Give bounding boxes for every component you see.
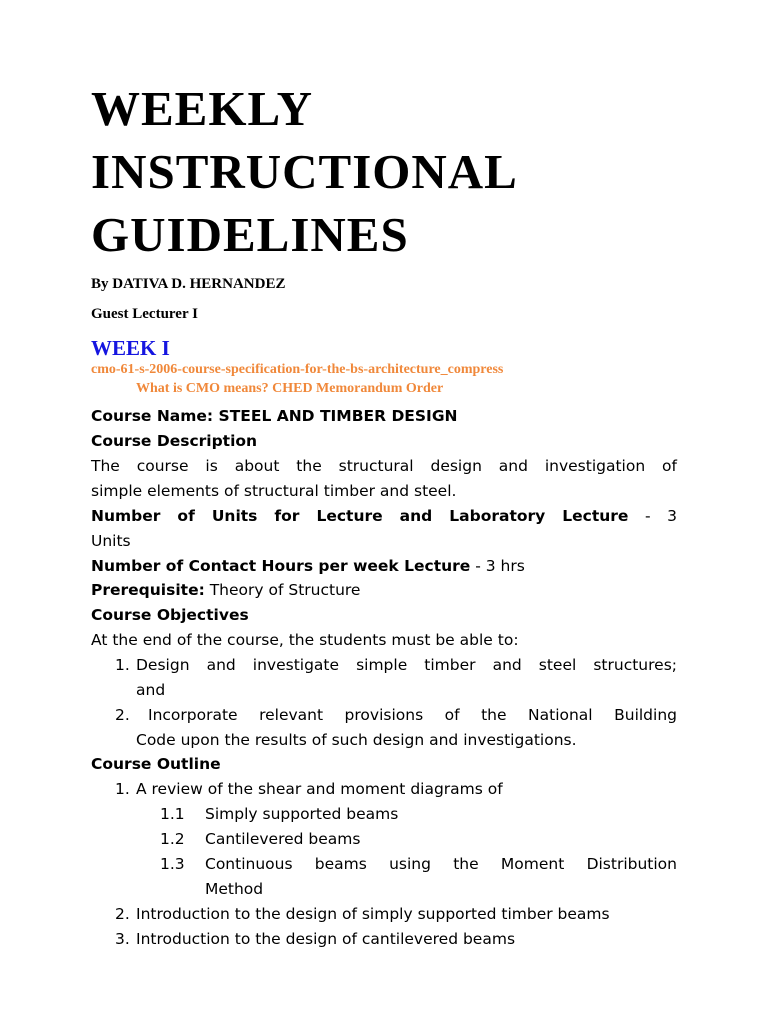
prerequisite-value: Theory of Structure <box>204 581 361 599</box>
outline-sub-1-3-line-2: Method <box>205 880 264 898</box>
course-spec-link[interactable]: cmo-61-s-2006-course-specification-for-the-bs-architecture_compress <box>91 362 504 377</box>
outline-sub-1-3-number: 1.3 <box>160 855 185 873</box>
title-line-2: INSTRUCTIONAL <box>91 144 518 199</box>
title-line-3: GUIDELINES <box>91 207 409 262</box>
units-value: - 3 <box>628 507 677 525</box>
author: By DATIVA D. HERNANDEZ <box>91 276 286 292</box>
objective-1-line-1: Design and investigate simple timber and steel structures; <box>136 656 677 674</box>
contact-hours-value: - 3 hrs <box>470 557 525 575</box>
prerequisite-label: Prerequisite: <box>91 581 205 599</box>
week-heading: WEEK I <box>91 336 170 360</box>
objectives-intro: At the end of the course, the students must be able to: <box>91 631 519 649</box>
course-objectives-heading: Course Objectives <box>91 606 249 624</box>
course-name: Course Name: STEEL AND TIMBER DESIGN <box>91 407 458 425</box>
objective-1-line-2: and <box>136 681 166 699</box>
units-label: Number of Units for Lecture and Laboratory Lecture <box>91 507 629 525</box>
title-line-1: WEEKLY <box>91 81 314 136</box>
prerequisite-line <box>91 580 360 600</box>
outline-sub-1-1-number: 1.1 <box>160 805 185 823</box>
course-description-line-1: The course is about the structural design and investigation of <box>91 457 677 475</box>
outline-item-1: A review of the shear and moment diagrams of <box>136 780 503 798</box>
outline-item-3-number: 3. <box>115 930 130 948</box>
contact-hours-label: Number of Contact Hours per week Lecture <box>91 557 471 575</box>
course-outline-heading: Course Outline <box>91 755 221 773</box>
contact-hours-line <box>91 556 525 576</box>
objective-2-line-2: Code upon the results of such design and investigations. <box>136 731 577 749</box>
outline-sub-1-3-line-1: Continuous beams using the Moment Distribution <box>205 855 677 873</box>
outline-sub-1-2: Cantilevered beams <box>205 830 361 848</box>
outline-item-3: Introduction to the design of cantilevered beams <box>136 930 516 948</box>
role: Guest Lecturer I <box>91 306 198 322</box>
objective-1-number: 1. <box>115 656 130 674</box>
outline-item-2: Introduction to the design of simply supported timber beams <box>136 905 610 923</box>
objective-2-line-1: Incorporate relevant provisions of the National Building <box>148 706 677 724</box>
outline-sub-1-1: Simply supported beams <box>205 805 399 823</box>
outline-item-1-number: 1. <box>115 780 130 798</box>
outline-item-2-number: 2. <box>115 905 130 923</box>
outline-sub-1-2-number: 1.2 <box>160 830 185 848</box>
objective-2-number: 2. <box>115 706 130 724</box>
course-description-heading: Course Description <box>91 432 258 450</box>
cmo-note: What is CMO means? CHED Memorandum Order <box>136 381 444 396</box>
units-value-cont: Units <box>91 532 131 550</box>
units-line <box>91 506 677 526</box>
course-description-line-2: simple elements of structural timber and steel. <box>91 482 457 500</box>
